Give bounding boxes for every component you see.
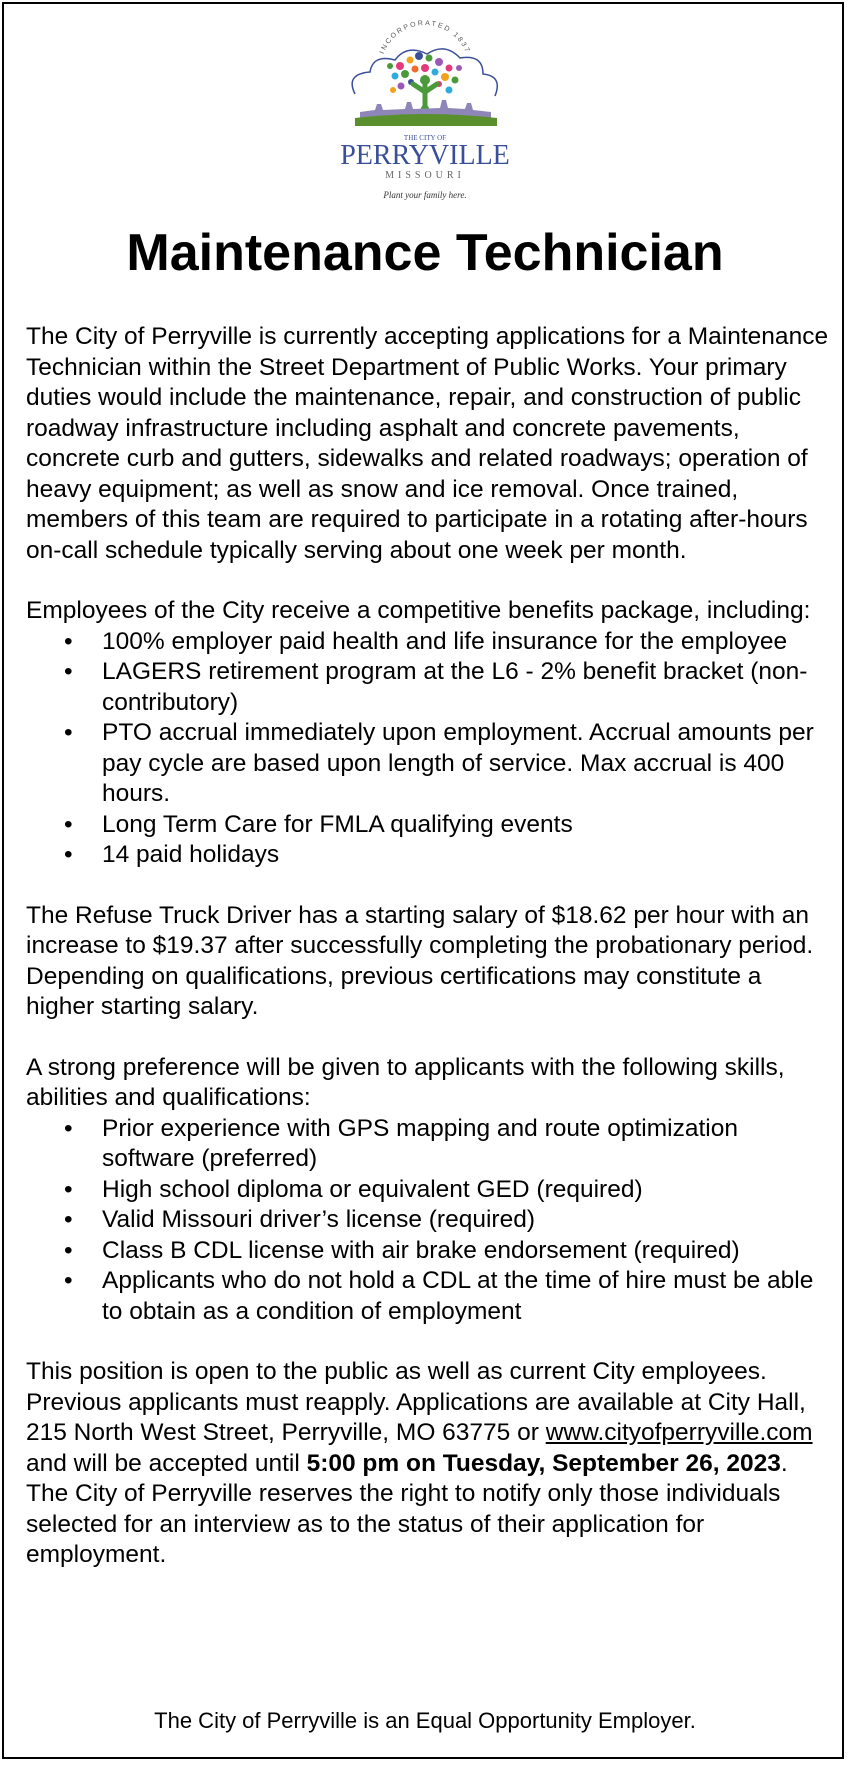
benefits-list <box>26 627 831 871</box>
page-title: Maintenance Technician <box>126 224 724 282</box>
closing-paragraph <box>26 1357 831 1571</box>
closing-text-2: and will be accepted until <box>26 1449 307 1477</box>
qualification-item: • High school diploma or equivalent GED (required) <box>26 1175 831 1206</box>
posting-body <box>26 322 831 1571</box>
salary-paragraph: The Refuse Truck Driver has a starting salary of $18.62 per hour with an increase to $19.37 after successfully completing the probationary period. Depending on qualifications, previous certifications may constitute a higher starting salary. <box>26 901 814 1020</box>
equal-opportunity-statement: The City of Perryville is an Equal Opportunity Employer. <box>154 1708 696 1733</box>
closing-text-1: This position is open to the public as well as current City employees. Previous applicants must reapply. Applications are available at City Hall, 215 North West Street, Perryville, MO 63775 or <box>26 1358 806 1446</box>
incorporated-text: INCORPORATED 1837 <box>378 19 472 55</box>
city-logo <box>4 14 846 219</box>
qualifications-list <box>26 1114 831 1328</box>
website-link[interactable]: www.cityofperryville.com <box>545 1419 813 1446</box>
svg-text:INCORPORATED 1837 <box>379 20 471 55</box>
qualifications-intro: A strong preference will be given to applicants with the following skills, abilities and qualifications: <box>26 1053 785 1111</box>
benefit-item: • LAGERS retirement program at the L6 - 2% benefit bracket (non-contributory) <box>26 657 831 718</box>
benefit-item: • 14 paid holidays <box>26 840 831 871</box>
qualification-item: • Prior experience with GPS mapping and route optimization software (preferred) <box>26 1114 831 1175</box>
job-posting <box>2 2 844 1759</box>
qualification-item: • Valid Missouri driver’s license (required) <box>26 1205 831 1236</box>
city-name-text: PERRYVILLE <box>340 140 510 171</box>
qualification-item: • Class B CDL license with air brake endorsement (required) <box>26 1236 831 1267</box>
state-text: MISSOURI <box>385 170 465 181</box>
benefit-item: • PTO accrual immediately upon employment. Accrual amounts per pay cycle are based upon length of service. Max accrual is 400 hours. <box>26 718 831 810</box>
perryville-logo-icon <box>315 14 535 214</box>
deadline-text: 5:00 pm on Tuesday, September 26, 2023 <box>306 1449 781 1477</box>
the-city-of-text: THE CITY OF <box>403 134 447 142</box>
benefit-item: • Long Term Care for FMLA qualifying events <box>26 810 831 841</box>
tagline-text: Plant your family here. <box>383 190 467 200</box>
qualification-item: • Applicants who do not hold a CDL at the time of hire must be able to obtain as a condition of employment <box>26 1266 831 1327</box>
benefit-item: • 100% employer paid health and life insurance for the employee <box>26 627 831 658</box>
closing-text-3: . The City of Perryville reserves the right to notify only those individuals selected for an interview as to the status of their application for employment. <box>26 1449 788 1568</box>
intro-paragraph: The City of Perryville is currently accepting applications for a Maintenance Technician within the Street Department of Public Works. Your primary duties would include the maintenance, repair, and construction of public roadway infrastructure including asphalt and concrete pavements, concrete curb and gutters, sidewalks and related roadways; operation of heavy equipment; as well as snow and ice removal. Once trained, members of this team are required to participate in a rotating after-hours on-call schedule typically serving about one week per month. <box>26 323 829 564</box>
benefits-intro: Employees of the City receive a competitive benefits package, including: <box>26 597 811 624</box>
